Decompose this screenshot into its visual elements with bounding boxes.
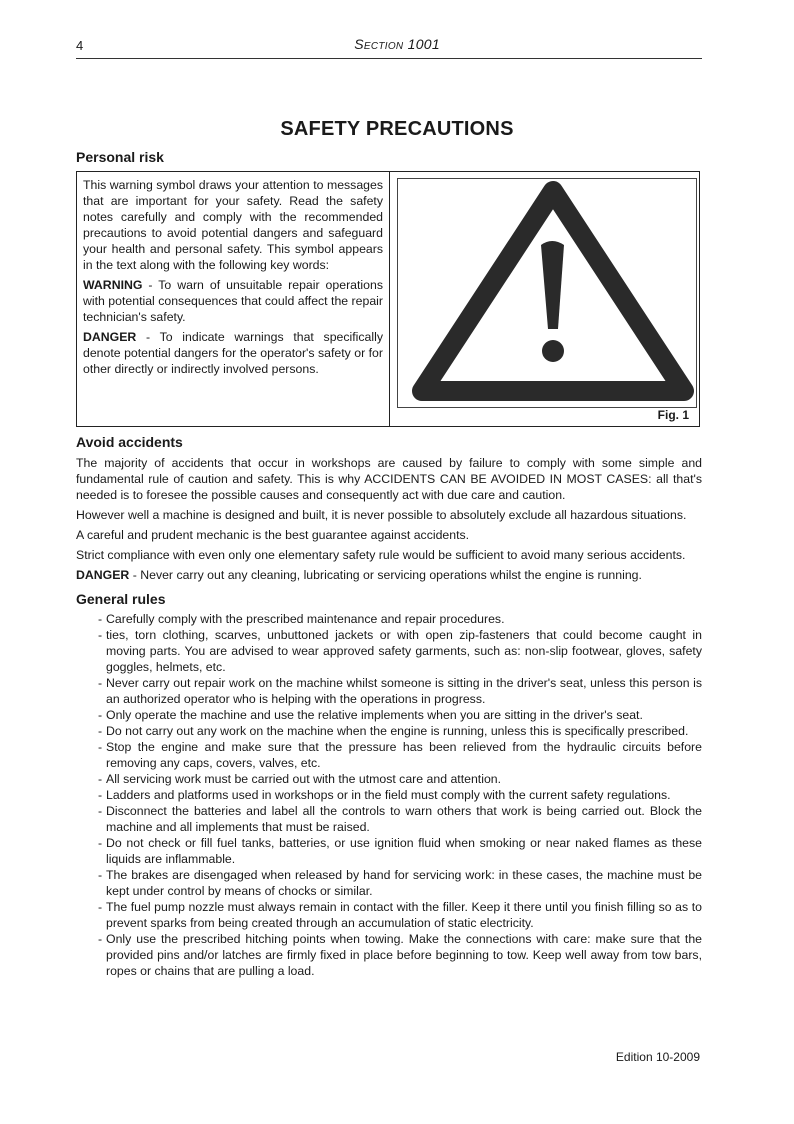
warning-text: - To warn of unsuitable repair operations with potential consequences that could affect the repair technician's safety. bbox=[83, 278, 383, 324]
page-number: 4 bbox=[76, 38, 84, 53]
heading-personal-risk: Personal risk bbox=[76, 149, 164, 165]
list-item: - The brakes are disengaged when released by hand for servicing work: in these cases, the machine must be kept under control by means of chocks or similar. bbox=[98, 868, 702, 898]
page-title: SAFETY PRECAUTIONS bbox=[280, 118, 514, 140]
danger-paragraph bbox=[83, 329, 383, 377]
edition-footer: Edition 10-2009 bbox=[615, 1050, 700, 1064]
list-item: - Only operate the machine and use the relative implements when you are sitting in the driver's seat. bbox=[98, 708, 643, 722]
list-item: - The fuel pump nozzle must always remain in contact with the filler. Keep it there until you finish filling so as to prevent sparks from being created through an accumulation of static electricity. bbox=[98, 900, 702, 930]
personal-risk-box bbox=[76, 171, 700, 427]
warning-triangle-icon bbox=[398, 179, 696, 407]
figure-caption: Fig. 1 bbox=[657, 408, 689, 422]
list-item: - Do not carry out any work on the machine when the engine is running, unless this is specifically prescribed. bbox=[98, 724, 689, 738]
personal-risk-text bbox=[83, 177, 383, 381]
warning-paragraph bbox=[83, 277, 383, 325]
avoid-accidents-p1: The majority of accidents that occur in workshops are caused by failure to comply with some simple and fundamental rule of caution and safety. This is why ACCIDENTS CAN BE AVOIDED IN MOST CASES: all that's needed is to foresee the possible causes and consequently act with due care and caution. bbox=[76, 456, 702, 502]
avoid-accidents-p2: However well a machine is designed and built, it is never possible to absolutely exclude all hazardous situations. bbox=[76, 508, 687, 522]
danger-text: - Never carry out any cleaning, lubricating or servicing operations whilst the engine is running. bbox=[129, 568, 642, 582]
avoid-accidents-danger bbox=[76, 567, 702, 583]
danger-text: - To indicate warnings that specifically denote potential dangers for the operator's safety or for other directly or indirectly involved persons. bbox=[83, 330, 383, 376]
figure-frame bbox=[397, 178, 697, 408]
avoid-accidents-p4: Strict compliance with even only one elementary safety rule would be sufficient to avoid many serious accidents. bbox=[76, 548, 686, 562]
warning-label: WARNING bbox=[83, 278, 143, 292]
heading-general-rules: General rules bbox=[76, 591, 166, 607]
avoid-accidents-p3: A careful and prudent mechanic is the best guarantee against accidents. bbox=[76, 528, 470, 542]
heading-avoid-accidents: Avoid accidents bbox=[76, 434, 183, 450]
list-item: - Disconnect the batteries and label all the controls to warn others that work is being carried out. Block the machine and all implements that must be raised. bbox=[98, 804, 702, 834]
list-item: - Carefully comply with the prescribed maintenance and repair procedures. bbox=[98, 612, 505, 626]
page-header bbox=[76, 36, 702, 59]
list-item: - Ladders and platforms used in workshops or in the field must comply with the current safety regulations. bbox=[98, 788, 671, 802]
general-rules-list bbox=[98, 611, 702, 979]
section-title: Section 1001 bbox=[354, 36, 440, 52]
list-item: - All servicing work must be carried out with the utmost care and attention. bbox=[98, 772, 502, 786]
personal-risk-intro: This warning symbol draws your attention to messages that are important for your safety. Read the safety notes carefully and comply with the recommended precautions to avoid potential dangers and safeguard your health and personal safety. This symbol appears in the text along with the following key words: bbox=[83, 178, 383, 272]
list-item: - Stop the engine and make sure that the pressure has been relieved from the hydraulic circuits before removing any caps, covers, valves, etc. bbox=[98, 740, 702, 770]
list-item: - Only use the prescribed hitching points when towing. Make the connections with care: make sure that the provided pins and/or latches are firmly fixed in place before beginning to tow. Keep well away from tow bars, ropes or chains that are pulling a load. bbox=[98, 932, 702, 978]
list-item: - ties, torn clothing, scarves, unbuttoned jackets or with open zip-fasteners that could become caught in moving parts. You are advised to wear approved safety garments, such as: non-slip footwear, gloves, safety goggles, helmets, etc. bbox=[98, 628, 702, 674]
avoid-accidents-text bbox=[76, 455, 702, 587]
box-divider bbox=[389, 172, 390, 426]
danger-label: DANGER bbox=[83, 330, 137, 344]
danger-label: DANGER bbox=[76, 568, 130, 582]
list-item: - Do not check or fill fuel tanks, batteries, or use ignition fluid when smoking or near naked flames as these liquids are inflammable. bbox=[98, 836, 702, 866]
list-item: - Never carry out repair work on the machine whilst someone is sitting in the driver's seat, unless this person is an authorized operator who is helping with the operations in progress. bbox=[98, 676, 702, 706]
